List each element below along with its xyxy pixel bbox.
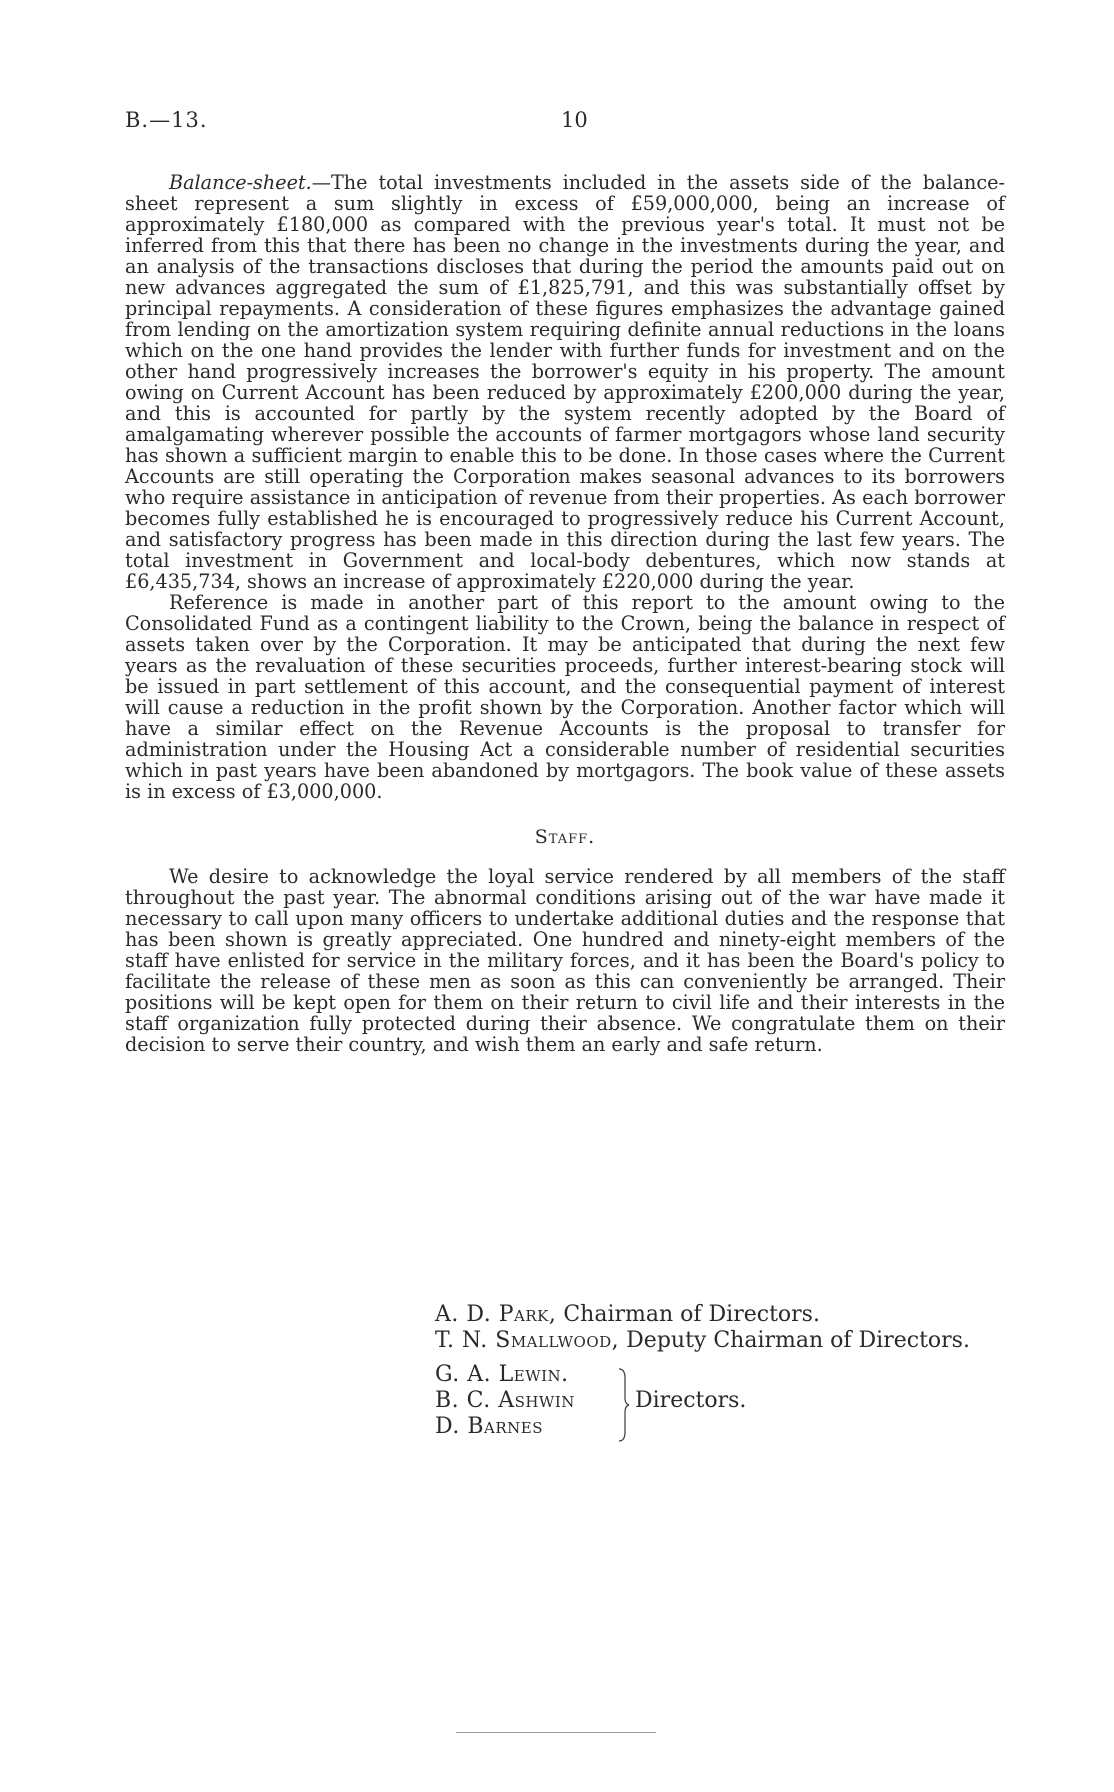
balance-sheet-paragraph [125, 172, 1005, 592]
deputy-chairman-name: T. N. Smallwood, [435, 1328, 620, 1353]
directors-label: Directors. [635, 1388, 747, 1413]
chairman-signature [435, 1302, 995, 1328]
document-reference: B.—13. [125, 108, 208, 132]
balance-sheet-lead: Balance-sheet. [169, 171, 312, 194]
director-name: G. A. Lewin. [435, 1362, 569, 1387]
chairman-name: A. D. Park, [435, 1302, 557, 1327]
contingent-liability-paragraph: Reference is made in another part of this report to the amount owing to the Consolidated Fund as a contingent liability to the Crown, being the balance in respect of assets taken over by the Corporation. It may be anticipated that during the next few years as the revaluation of these securities proceeds, further interest-bearing stock will be issued in part settlement of this account, and the consequential payment of interest will cause a reduction in the profit shown by the Corporation. Another factor which will have a similar effect on the Revenue Accounts is the proposal to transfer for administration under the Housing Act a considerable number of residential securities which in past years have been abandoned by mortgagors. The book value of these assets is in excess of £3,000,000. [125, 591, 1005, 803]
running-head [125, 108, 1005, 136]
page-number: 10 [561, 108, 588, 132]
staff-heading: Staff. [534, 826, 596, 848]
balance-sheet-text: —The total investments included in the assets side of the balance-sheet represent a sum slightly in excess of £59,000,000, being an increase of approximately £180,000 as compared with the previous year's total. It must not be inferred from this that there has been no change in the investments during the year, and an analysis of the transactions discloses that during the period the amounts paid out on new advances aggregated the sum of £1,825,791, and this was substantially offset by principal repayments. A consideration of these figures emphasizes the advantage gained from lending on the amortization system requiring definite annual reductions in the loans which on the one hand provides the lender with further funds for investment and on the other hand progressively increases the borrower's equity in his property. The amount owing on Current Account has been reduced by approximately £200,000 during the year, and this is accounted for partly by the system recently adopted by the Board of amalgamating wherever possible the accounts of farmer mortgagors whose land security has shown a sufficient margin to enable this to be done. In those cases where the Current Accounts are still operating the Corporation makes seasonal advances to its borrowers who require assistance in anticipation of revenue from their properties. As each borrower becomes fully established he is encouraged to progressively reduce his Current Account, and satisfactory progress has been made in this direction during the last few years. The total investment in Government and local-body debentures, which now stands at £6,435,734, shows an increase of approximately £220,000 during the year. [125, 171, 1005, 593]
chairman-title: Chairman of Directors. [563, 1302, 820, 1327]
closing-rule [456, 1732, 656, 1733]
report-body [125, 172, 1005, 1055]
right-brace [618, 1368, 630, 1442]
director-name: B. C. Ashwin [435, 1388, 575, 1413]
deputy-chairman-signature [435, 1328, 995, 1354]
directors-group [435, 1362, 995, 1442]
deputy-chairman-title: Deputy Chairman of Directors. [626, 1328, 970, 1353]
signature-block [435, 1302, 995, 1442]
director-name: D. Barnes [435, 1414, 543, 1439]
directors-list [435, 1362, 575, 1440]
staff-paragraph: We desire to acknowledge the loyal service rendered by all members of the staff throughout the past year. The abnormal conditions arising out of the war have made it necessary to call upon many officers to undertake additional duties and the response that has been shown is greatly appreciated. One hundred and ninety-eight members of the staff have enlisted for service in the military forces, and it has been the Board's policy to facilitate the release of these men as soon as this can conveniently be arranged. Their positions will be kept open for them on their return to civil life and their interests in the staff organization fully protected during their absence. We congratulate them on their decision to serve their country, and wish them an early and safe return. [125, 865, 1005, 1056]
